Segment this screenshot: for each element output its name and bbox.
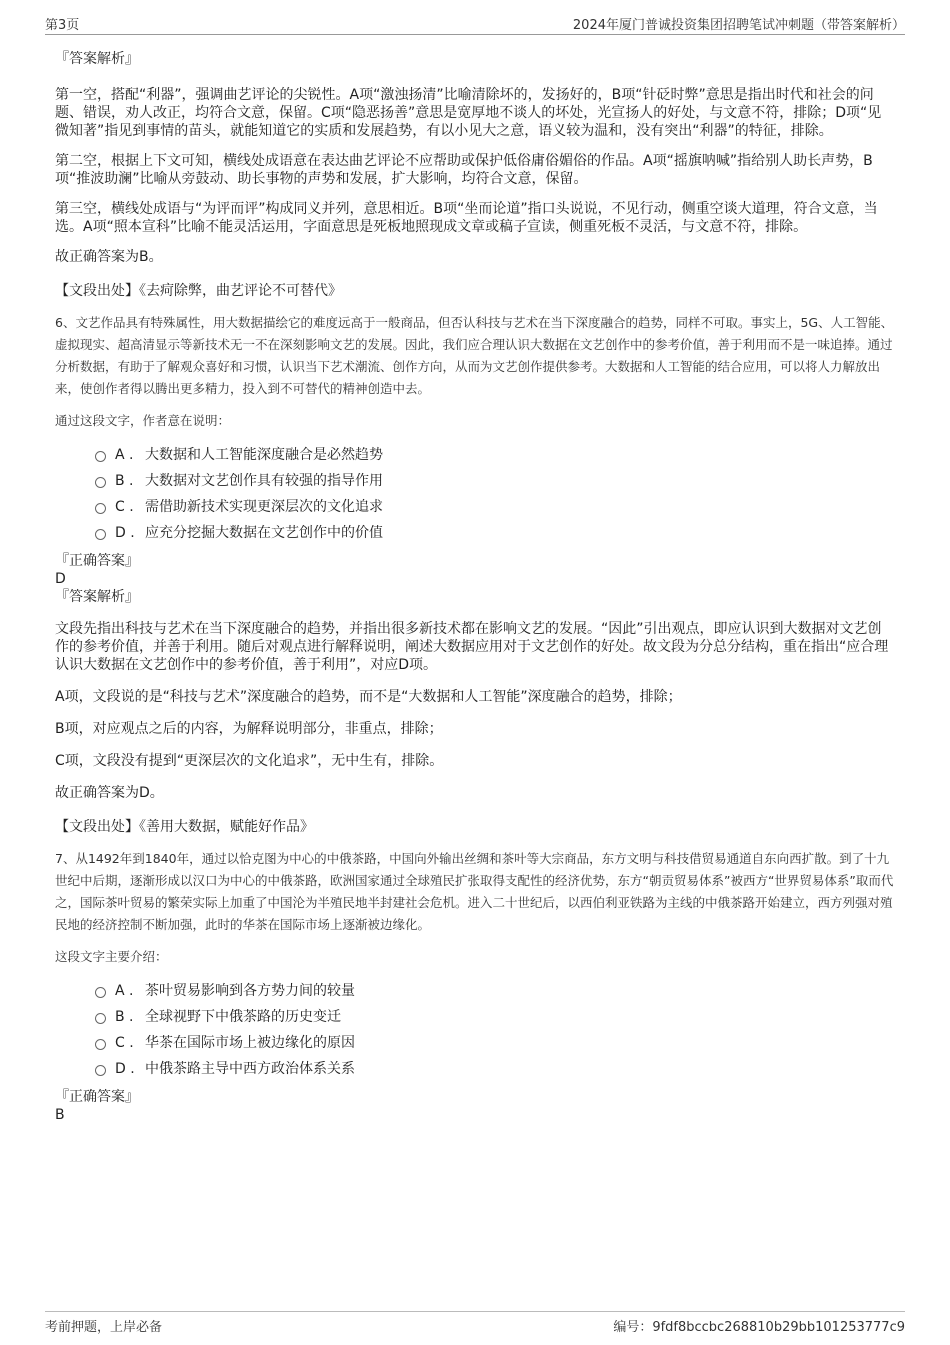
analysis-label: 『答案解析』 bbox=[55, 589, 139, 605]
option-c[interactable]: C . 华茶在国际市场上被边缘化的原因 bbox=[95, 1030, 895, 1056]
footer-slogan: 考前押题，上岸必备 bbox=[45, 1320, 163, 1335]
page-header bbox=[45, 14, 905, 35]
conclusion: 故正确答案为B。 bbox=[55, 249, 163, 265]
analysis-paragraph: A项，文段说的是“科技与艺术”深度融合的趋势，而不是“大数据和人工智能”深度融合的趋势，排除； bbox=[55, 689, 682, 705]
document-body bbox=[55, 46, 895, 1124]
answer-label: 『正确答案』 bbox=[55, 553, 139, 569]
radio-icon[interactable] bbox=[95, 477, 106, 488]
answer-value: B bbox=[55, 1107, 65, 1123]
document-title: 2024年厦门普诚投资集团招聘笔试冲刺题（带答案解析） bbox=[572, 18, 905, 33]
radio-icon[interactable] bbox=[95, 1013, 106, 1024]
analysis-paragraph: 第二空，根据上下文可知，横线处成语意在表达曲艺评论不应帮助或保护低俗庸俗媚俗的作品。A项“摇旗呐喊”指给别人助长声势，B项“推波助澜”比喻从旁鼓动、助长事物的声势和发展，扩大影响，均符合文意，保留。 bbox=[55, 153, 873, 187]
option-a[interactable]: A . 茶叶贸易影响到各方势力间的较量 bbox=[95, 978, 895, 1004]
radio-icon[interactable] bbox=[95, 451, 106, 462]
option-list bbox=[55, 442, 895, 546]
answer-label: 『正确答案』 bbox=[55, 1089, 139, 1105]
analysis-paragraph: B项，对应观点之后的内容，为解释说明部分，非重点，排除； bbox=[55, 721, 443, 737]
question-prompt: 通过这段文字，作者意在说明： bbox=[55, 413, 231, 428]
radio-icon[interactable] bbox=[95, 987, 106, 998]
option-b[interactable]: B . 大数据对文艺创作具有较强的指导作用 bbox=[95, 468, 895, 494]
analysis-paragraph: C项，文段没有提到“更深层次的文化追求”，无中生有，排除。 bbox=[55, 753, 444, 769]
page-footer bbox=[45, 1311, 905, 1336]
document-id: 编号：9fdf8bccbc268810b29bb101253777c9 bbox=[613, 1320, 905, 1335]
option-d[interactable]: D . 应充分挖掘大数据在文艺创作中的价值 bbox=[95, 520, 895, 546]
analysis-paragraph: 第一空，搭配“利器”，强调曲艺评论的尖锐性。A项“激浊扬清”比喻清除坏的，发扬好的，B项“针砭时弊”意思是指出时代和社会的问题、错误，劝人改正，均符合文意，保留。C项“隐恶扬善”意思是宽厚地不谈人的坏处，光宣扬人的好处，与文意不符，排除；D项“见微知著”指见到事情的苗头，就能知道它的实质和发展趋势，有以小见大之意，语义较为温和，没有突出“利器”的特征，排除。 bbox=[55, 87, 882, 139]
radio-icon[interactable] bbox=[95, 1039, 106, 1050]
question-prompt: 这段文字主要介绍： bbox=[55, 949, 168, 964]
conclusion: 故正确答案为D。 bbox=[55, 785, 164, 801]
question-text: 6、文艺作品具有特殊属性，用大数据描绘它的难度远高于一般商品，但否认科技与艺术在当下深度融合的趋势，同样不可取。事实上，5G、人工智能、虚拟现实、超高清显示等新技术无一不在深刻影响文艺的发展。因此，我们应合理认识大数据在文艺创作中的参考价值，善于利用而不是一味追捧。通过分析数据，有助于了解观众喜好和习惯，认识当下艺术潮流、创作方向，从而为文艺创作提供参考。大数据和人工智能的结合应用，可以将人力解放出来，使创作者得以腾出更多精力，投入到不可替代的精神创造中去。 bbox=[55, 315, 894, 396]
answer-value: D bbox=[55, 571, 66, 587]
analysis-label: 『答案解析』 bbox=[55, 51, 139, 67]
option-b[interactable]: B . 全球视野下中俄茶路的历史变迁 bbox=[95, 1004, 895, 1030]
radio-icon[interactable] bbox=[95, 529, 106, 540]
option-list bbox=[55, 978, 895, 1082]
analysis-paragraph: 第三空，横线处成语与“为评而评”构成同义并列，意思相近。B项“坐而论道”指口头说说，不见行动，侧重空谈大道理，符合文意，当选。A项“照本宣科”比喻不能灵活运用，字面意思是死板地照现成文章或稿子宣读，侧重死板不灵活，与文意不符，排除。 bbox=[55, 201, 878, 235]
radio-icon[interactable] bbox=[95, 1065, 106, 1076]
option-d[interactable]: D . 中俄茶路主导中西方政治体系关系 bbox=[95, 1056, 895, 1082]
question-text: 7、从1492年到1840年，通过以恰克图为中心的中俄茶路，中国向外输出丝绸和茶叶等大宗商品，东方文明与科技借贸易通道自东向西扩散。到了十九世纪中后期，逐渐形成以汉口为中心的中俄茶路，欧洲国家通过全球殖民扩张取得支配性的经济优势，东方“朝贡贸易体系”被西方“世界贸易体系”取而代之，国际茶叶贸易的繁荣实际上加重了中国沦为半殖民地半封建社会危机。进入二十世纪后，以西伯利亚铁路为主线的中俄茶路开始建立，西方列强对殖民地的经济控制不断加强，此时的华茶在国际市场上逐渐被边缘化。 bbox=[55, 851, 894, 932]
analysis-paragraph: 文段先指出科技与艺术在当下深度融合的趋势，并指出很多新技术都在影响文艺的发展。“因此”引出观点，即应认识到大数据对文艺创作的参考价值，并善于利用。随后对观点进行解释说明，阐述大数据应用对于文艺创作的好处。故文段为分总分结构，重在指出“应合理认识大数据在文艺创作中的参考价值，善于利用”，对应D项。 bbox=[55, 621, 889, 673]
radio-icon[interactable] bbox=[95, 503, 106, 514]
page-number: 第3页 bbox=[45, 18, 80, 33]
source-citation: 【文段出处】《去疴除弊，曲艺评论不可替代》 bbox=[55, 283, 342, 299]
option-c[interactable]: C . 需借助新技术实现更深层次的文化追求 bbox=[95, 494, 895, 520]
source-citation: 【文段出处】《善用大数据，赋能好作品》 bbox=[55, 819, 314, 835]
option-a[interactable]: A . 大数据和人工智能深度融合是必然趋势 bbox=[95, 442, 895, 468]
